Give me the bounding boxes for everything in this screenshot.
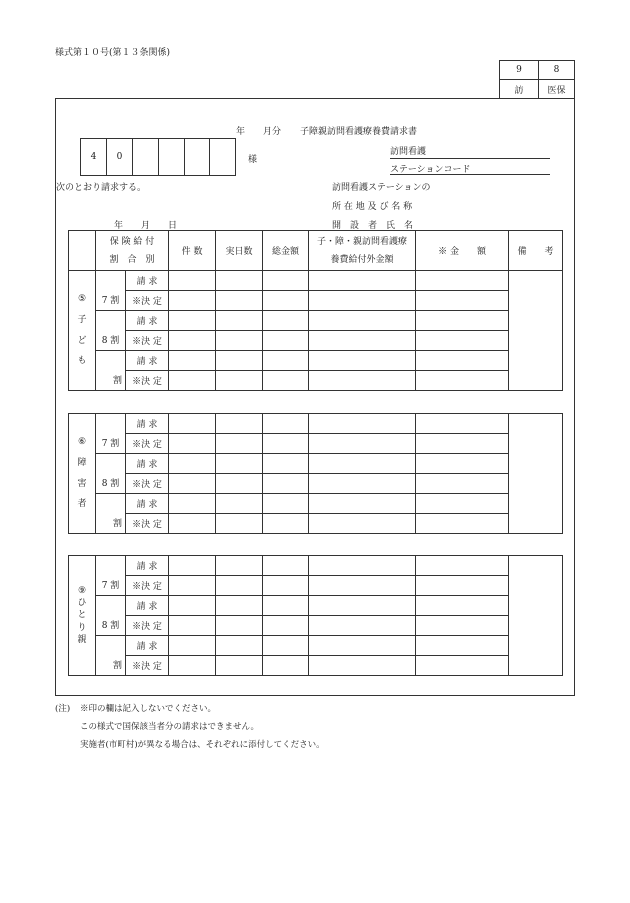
section-char: 親 — [77, 634, 87, 645]
input-cell[interactable] — [169, 454, 216, 474]
input-cell[interactable] — [263, 311, 309, 331]
section-char: ひ — [77, 598, 87, 609]
input-cell[interactable] — [416, 596, 509, 616]
station-address-label-1: 訪問看護ステーションの — [332, 183, 431, 193]
input-cell[interactable] — [263, 331, 309, 351]
column-other-amount-line-2: 養費給付外金額 — [330, 254, 394, 265]
recipient-code-cell-3 — [133, 139, 159, 176]
row-claim-label: 請 求 — [126, 556, 169, 576]
input-cell[interactable] — [169, 311, 216, 331]
note-line-1: ※印の欄は記入しないでください。 — [80, 704, 217, 714]
section-label-disabled — [69, 414, 96, 534]
input-cell[interactable] — [416, 351, 509, 371]
input-cell[interactable] — [216, 331, 263, 351]
input-cell[interactable] — [309, 596, 416, 616]
section-char: と — [77, 610, 87, 621]
row-claim-label: 請 求 — [126, 454, 169, 474]
provider-label: 訪問看護 — [390, 147, 427, 157]
row-claim-label: 請 求 — [126, 636, 169, 656]
input-cell[interactable] — [216, 371, 263, 391]
input-cell[interactable] — [309, 434, 416, 454]
rate-7: 7 割 — [96, 271, 126, 311]
input-cell[interactable] — [216, 616, 263, 636]
corner-code-a: 9 — [500, 61, 539, 80]
section-char: も — [77, 356, 87, 367]
row-decision-label: ※決 定 — [126, 656, 169, 676]
section-mark: ⑥ — [77, 437, 87, 448]
input-cell[interactable] — [216, 576, 263, 596]
input-cell[interactable] — [216, 596, 263, 616]
row-decision-label: ※決 定 — [126, 514, 169, 534]
input-cell[interactable] — [263, 414, 309, 434]
column-total: 総金額 — [263, 231, 309, 271]
header-blank-cell — [69, 231, 96, 271]
input-cell[interactable] — [309, 556, 416, 576]
input-cell[interactable] — [309, 656, 416, 676]
section-label-children — [69, 271, 96, 391]
input-cell[interactable] — [416, 636, 509, 656]
corner-label-b: 医保 — [539, 80, 575, 99]
column-amount: ※ 金 額 — [416, 231, 509, 271]
input-cell[interactable] — [416, 514, 509, 534]
column-other-amount — [309, 231, 416, 271]
input-cell[interactable] — [263, 636, 309, 656]
input-cell[interactable] — [416, 494, 509, 514]
input-cell[interactable] — [263, 454, 309, 474]
input-cell[interactable] — [309, 351, 416, 371]
input-cell[interactable] — [169, 494, 216, 514]
provider-underline — [390, 158, 550, 159]
claim-table-single-parent — [68, 555, 563, 676]
input-cell[interactable] — [263, 291, 309, 311]
remarks-cell[interactable] — [509, 414, 563, 534]
input-cell[interactable] — [309, 454, 416, 474]
input-cell[interactable] — [216, 474, 263, 494]
corner-code-box — [499, 60, 575, 99]
input-cell[interactable] — [216, 656, 263, 676]
notes-prefix: (注) — [55, 704, 71, 714]
input-cell[interactable] — [216, 311, 263, 331]
input-cell[interactable] — [169, 514, 216, 534]
column-count: 件 数 — [169, 231, 216, 271]
column-benefit-rate — [96, 231, 169, 271]
input-cell[interactable] — [416, 474, 509, 494]
input-cell[interactable] — [169, 576, 216, 596]
input-cell[interactable] — [169, 636, 216, 656]
input-cell[interactable] — [263, 271, 309, 291]
input-cell[interactable] — [309, 271, 416, 291]
note-line-2: この様式で国保該当者分の請求はできません。 — [80, 722, 260, 732]
row-claim-label: 請 求 — [126, 596, 169, 616]
column-other-amount-line-1: 子・障・親訪問看護療 — [317, 236, 408, 247]
recipient-suffix: 様 — [248, 155, 258, 165]
rate-blank: 割 — [96, 494, 126, 534]
input-cell[interactable] — [416, 291, 509, 311]
row-decision-label: ※決 定 — [126, 616, 169, 636]
date-label: 年 月 日 — [114, 221, 178, 231]
input-cell[interactable] — [216, 351, 263, 371]
section-char: 子 — [77, 314, 87, 325]
section-char: 害 — [77, 478, 87, 489]
form-number: 様式第１０号(第１３条関係) — [55, 48, 171, 58]
input-cell[interactable] — [169, 351, 216, 371]
rate-7: 7 割 — [96, 556, 126, 596]
form-title: 子障親訪問看護療養費請求書 — [300, 127, 418, 137]
input-cell[interactable] — [263, 514, 309, 534]
input-cell[interactable] — [169, 291, 216, 311]
section-char: 者 — [77, 499, 87, 510]
founder-name-label: 開 設 者 氏 名 — [332, 221, 414, 231]
input-cell[interactable] — [416, 434, 509, 454]
recipient-code-digit-1: 4 — [81, 139, 107, 176]
input-cell[interactable] — [216, 454, 263, 474]
claim-table-children — [68, 230, 563, 391]
row-decision-label: ※決 定 — [126, 474, 169, 494]
input-cell[interactable] — [216, 291, 263, 311]
input-cell[interactable] — [216, 271, 263, 291]
input-cell[interactable] — [416, 454, 509, 474]
section-mark: ⑤ — [77, 294, 87, 305]
input-cell[interactable] — [263, 576, 309, 596]
input-cell[interactable] — [169, 616, 216, 636]
input-cell[interactable] — [416, 271, 509, 291]
corner-label-a: 訪 — [500, 80, 539, 99]
input-cell[interactable] — [169, 371, 216, 391]
rate-8: 8 割 — [96, 454, 126, 494]
row-decision-label: ※決 定 — [126, 576, 169, 596]
input-cell[interactable] — [309, 474, 416, 494]
station-code-label: ステーションコード — [390, 165, 471, 175]
row-decision-label: ※決 定 — [126, 434, 169, 454]
input-cell[interactable] — [263, 494, 309, 514]
station-code-underline — [390, 174, 550, 175]
input-cell[interactable] — [263, 474, 309, 494]
section-mark: ⑨ — [77, 586, 87, 597]
column-remarks: 備 考 — [509, 231, 563, 271]
input-cell[interactable] — [416, 331, 509, 351]
request-text: 次のとおり請求する。 — [56, 183, 147, 193]
column-benefit-rate-line-2: 割 合 別 — [109, 254, 155, 265]
input-cell[interactable] — [416, 414, 509, 434]
row-decision-label: ※決 定 — [126, 331, 169, 351]
row-claim-label: 請 求 — [126, 271, 169, 291]
recipient-code-box — [80, 138, 236, 176]
row-claim-label: 請 求 — [126, 311, 169, 331]
input-cell[interactable] — [216, 434, 263, 454]
rate-8: 8 割 — [96, 311, 126, 351]
rate-blank: 割 — [96, 351, 126, 391]
title-prefix: 年 月分 — [236, 127, 282, 137]
rate-7: 7 割 — [96, 414, 126, 454]
input-cell[interactable] — [216, 556, 263, 576]
input-cell[interactable] — [309, 371, 416, 391]
row-claim-label: 請 求 — [126, 351, 169, 371]
remarks-cell[interactable] — [509, 271, 563, 391]
input-cell[interactable] — [169, 656, 216, 676]
input-cell[interactable] — [416, 311, 509, 331]
input-cell[interactable] — [416, 656, 509, 676]
input-cell[interactable] — [216, 414, 263, 434]
input-cell[interactable] — [169, 474, 216, 494]
input-cell[interactable] — [216, 514, 263, 534]
section-label-single-parent — [69, 556, 96, 676]
claim-table-disabled — [68, 413, 563, 534]
input-cell[interactable] — [309, 636, 416, 656]
recipient-code-cell-5 — [184, 139, 210, 176]
row-claim-label: 請 求 — [126, 414, 169, 434]
rate-8: 8 割 — [96, 596, 126, 636]
input-cell[interactable] — [309, 494, 416, 514]
section-char: ど — [77, 335, 87, 346]
input-cell[interactable] — [263, 556, 309, 576]
input-cell[interactable] — [263, 656, 309, 676]
input-cell[interactable] — [309, 576, 416, 596]
recipient-code-digit-2: 0 — [107, 139, 133, 176]
input-cell[interactable] — [416, 576, 509, 596]
input-cell[interactable] — [263, 371, 309, 391]
input-cell[interactable] — [309, 616, 416, 636]
input-cell[interactable] — [263, 434, 309, 454]
column-benefit-rate-line-1: 保 険 給 付 — [109, 236, 155, 247]
row-claim-label: 請 求 — [126, 494, 169, 514]
recipient-code-cell-6 — [210, 139, 236, 176]
input-cell[interactable] — [169, 331, 216, 351]
recipient-code-cell-4 — [158, 139, 184, 176]
input-cell[interactable] — [169, 556, 216, 576]
input-cell[interactable] — [169, 271, 216, 291]
input-cell[interactable] — [309, 514, 416, 534]
input-cell[interactable] — [169, 596, 216, 616]
column-days: 実日数 — [216, 231, 263, 271]
row-decision-label: ※決 定 — [126, 371, 169, 391]
row-decision-label: ※決 定 — [126, 291, 169, 311]
corner-code-b: 8 — [539, 61, 575, 80]
input-cell[interactable] — [309, 311, 416, 331]
input-cell[interactable] — [263, 616, 309, 636]
input-cell[interactable] — [416, 556, 509, 576]
input-cell[interactable] — [309, 414, 416, 434]
input-cell[interactable] — [169, 414, 216, 434]
input-cell[interactable] — [416, 371, 509, 391]
input-cell[interactable] — [309, 291, 416, 311]
note-line-3: 実施者(市町村)が異なる場合は、それぞれに添付してください。 — [80, 740, 325, 750]
input-cell[interactable] — [263, 596, 309, 616]
input-cell[interactable] — [216, 636, 263, 656]
input-cell[interactable] — [216, 494, 263, 514]
remarks-cell[interactable] — [509, 556, 563, 676]
rate-blank: 割 — [96, 636, 126, 676]
section-char: り — [77, 622, 87, 633]
station-address-label-2: 所 在 地 及 び 名 称 — [332, 202, 413, 212]
input-cell[interactable] — [416, 616, 509, 636]
input-cell[interactable] — [263, 351, 309, 371]
section-char: 障 — [77, 457, 87, 468]
input-cell[interactable] — [309, 331, 416, 351]
input-cell[interactable] — [169, 434, 216, 454]
